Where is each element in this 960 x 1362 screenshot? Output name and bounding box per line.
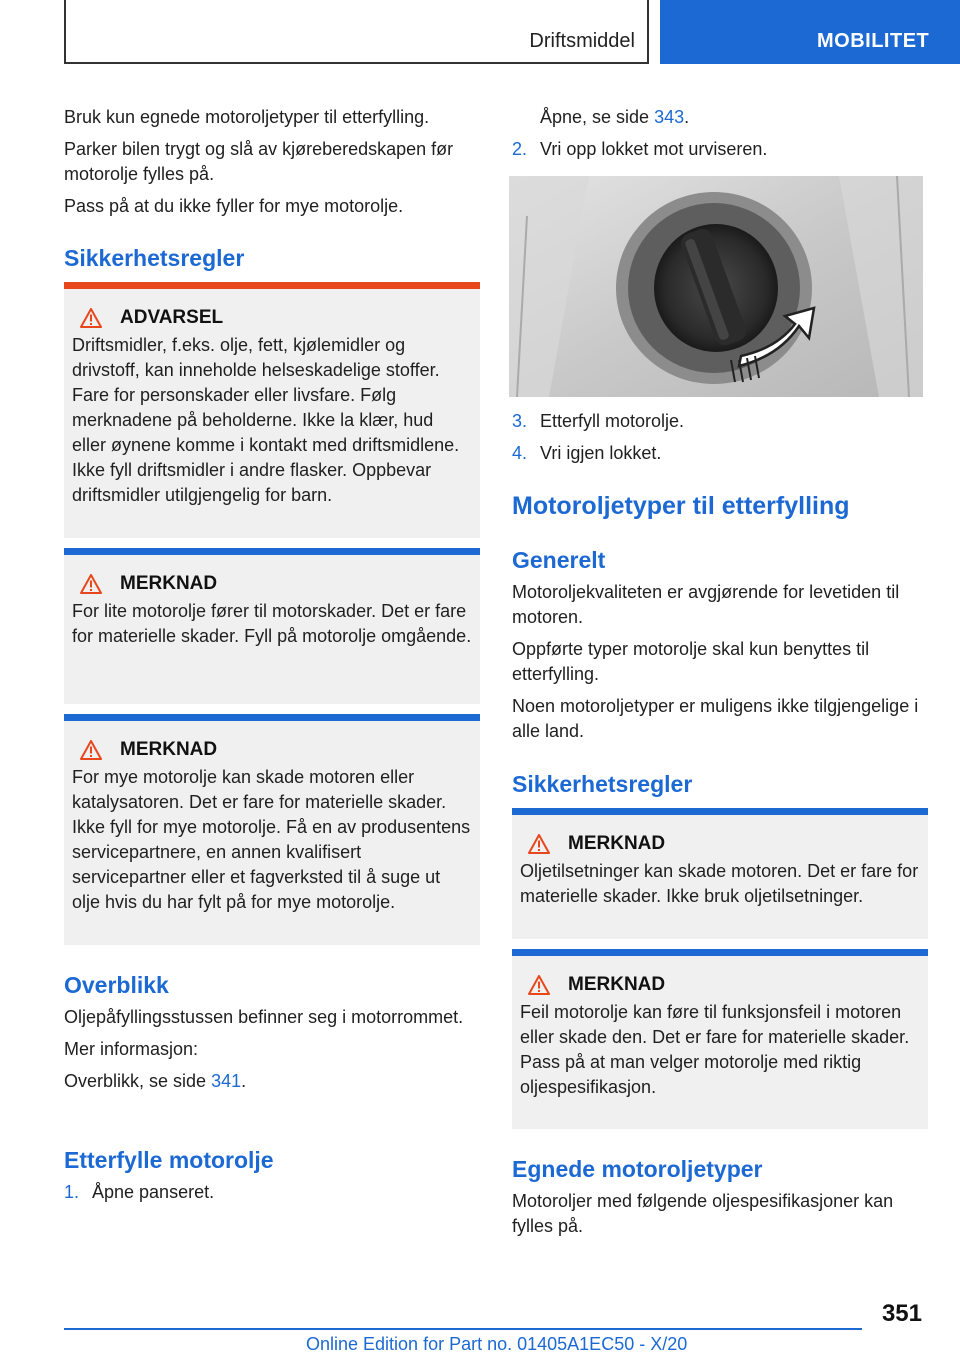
page-link-341[interactable]: 341: [211, 1071, 242, 1091]
page-link-343[interactable]: 343: [654, 107, 685, 127]
note-box: [64, 548, 480, 704]
overview-reference: Overblikk, se side 341.: [64, 1071, 247, 1091]
footer-edition: Online Edition for Part no. 01405A1EC50 - X/20: [306, 1334, 688, 1354]
step-number: 4.: [512, 443, 528, 463]
overview-heading: Overblikk: [64, 972, 169, 998]
safety-heading-right: Sikkerhetsregler: [512, 771, 693, 797]
warning-text: Driftsmidler, f.eks. olje, fett, kjølemidler og drivstoff, kan inneholde helseskadelige stoffer. Fare for personskader eller livsfare. Følg merknadene på beholderne. Ikke la klær, hud eller øynene komme i kontakt med driftsmidlene. Ikke fyll driftsmidler i andre flasker. Oppbevar driftsmidler utilgjengelig for barn.: [72, 335, 460, 505]
note-title-text: MERKNAD: [120, 739, 218, 760]
step-number: 3.: [512, 411, 528, 431]
intro-paragraph: Parker bilen trygt og slå av kjøreberedskapen før motorolje fylles på.: [64, 139, 454, 184]
step-text: Etterfyll motorolje.: [540, 411, 685, 431]
header-section-box: [64, 0, 649, 64]
step-cont-text: Åpne, se side: [540, 107, 655, 127]
note-text: Oljetilsetninger kan skade motoren. Det er fare for materielle skader. Ikke bruk oljetilsetninger.: [520, 861, 919, 906]
oil-cap-illustration: [509, 176, 923, 397]
caution-triangle-icon: [528, 834, 550, 854]
suitable-heading: Egnede motoroljetyper: [512, 1156, 763, 1182]
caution-triangle-icon: [80, 574, 102, 594]
note-text: For mye motorolje kan skade motoren eller katalysatoren. Det er fare for materielle skader. Ikke fyll for mye motorolje. Få en av produsentens servicepartnere, en annen kvalifisert servicepartner eller et fagverksted til å suge ut olje hvis du har fylt på for mye motorolje.: [72, 767, 471, 912]
note-title-text: MERKNAD: [568, 974, 666, 995]
note-box: [512, 808, 928, 939]
warning-title: [72, 307, 472, 329]
note-title: [520, 974, 920, 996]
step-text: Åpne panseret.: [92, 1182, 215, 1202]
step-item: [512, 137, 767, 162]
refill-heading: Etterfylle motorolje: [64, 1147, 274, 1173]
step-number: 2.: [512, 139, 528, 159]
general-paragraph: Oppførte typer motorolje skal kun benyttes til etterfylling.: [512, 639, 870, 684]
page-number: 351: [881, 1300, 922, 1327]
step-text: Vri igjen lokket.: [540, 443, 662, 463]
step-item: [64, 1180, 214, 1205]
overview-ref-text: Overblikk, se side: [64, 1071, 212, 1091]
step-continuation: Åpne, se side 343.: [540, 107, 690, 127]
note-title-text: MERKNAD: [120, 573, 218, 594]
note-text: For lite motorolje fører til motorskader. Det er fare for materielle skader. Fyll på motorolje omgående.: [72, 601, 472, 646]
overview-text: Oljepåfyllingsstussen befinner seg i motorrommet.: [64, 1007, 464, 1027]
intro-paragraph: Bruk kun egnede motoroljetyper til etterfylling.: [64, 107, 430, 127]
general-heading: Generelt: [512, 547, 606, 573]
header-section-label: Driftsmiddel: [529, 30, 635, 52]
step-item: [512, 409, 684, 434]
caution-triangle-icon: [80, 740, 102, 760]
general-paragraph: Noen motoroljetyper er muligens ikke tilgjengelige i alle land.: [512, 696, 919, 741]
note-title: [72, 573, 472, 595]
warning-box: [64, 282, 480, 538]
note-text: Feil motorolje kan føre til funksjonsfeil i motoren eller skade den. Det er fare for materielle skader. Pass på at man velger motorolje med riktig oljespesifikasjon.: [520, 1002, 910, 1097]
note-title-text: MERKNAD: [568, 833, 666, 854]
header-chapter-box: [660, 0, 960, 64]
overview-section: [64, 1005, 480, 1101]
suitable-section: [512, 1189, 928, 1246]
footer-divider: [64, 1328, 862, 1330]
step-text: Vri opp lokket mot urviseren.: [540, 139, 768, 159]
oil-cap-image: [509, 176, 923, 397]
more-info-label: Mer informasjon:: [64, 1039, 199, 1059]
warning-triangle-icon: [80, 308, 102, 328]
safety-heading-left: Sikkerhetsregler: [64, 245, 245, 271]
left-intro: [64, 105, 480, 226]
suitable-text: Motoroljer med følgende oljespesifikasjoner kan fylles på.: [512, 1191, 894, 1236]
warning-title-text: ADVARSEL: [120, 307, 224, 328]
intro-paragraph: Pass på at du ikke fyller for mye motorolje.: [64, 196, 404, 216]
note-box: [512, 949, 928, 1129]
caution-triangle-icon: [528, 975, 550, 995]
note-box: [64, 714, 480, 945]
header-chapter-label: MOBILITET: [817, 30, 930, 52]
step-item: [512, 441, 661, 466]
note-title: [520, 833, 920, 855]
step-number: 1.: [64, 1182, 80, 1202]
oil-types-heading: Motoroljetyper til etterfylling: [512, 492, 850, 520]
general-paragraph: Motoroljekvaliteten er avgjørende for levetiden til motoren.: [512, 582, 900, 627]
general-section: [512, 580, 928, 751]
note-title: [72, 739, 472, 761]
